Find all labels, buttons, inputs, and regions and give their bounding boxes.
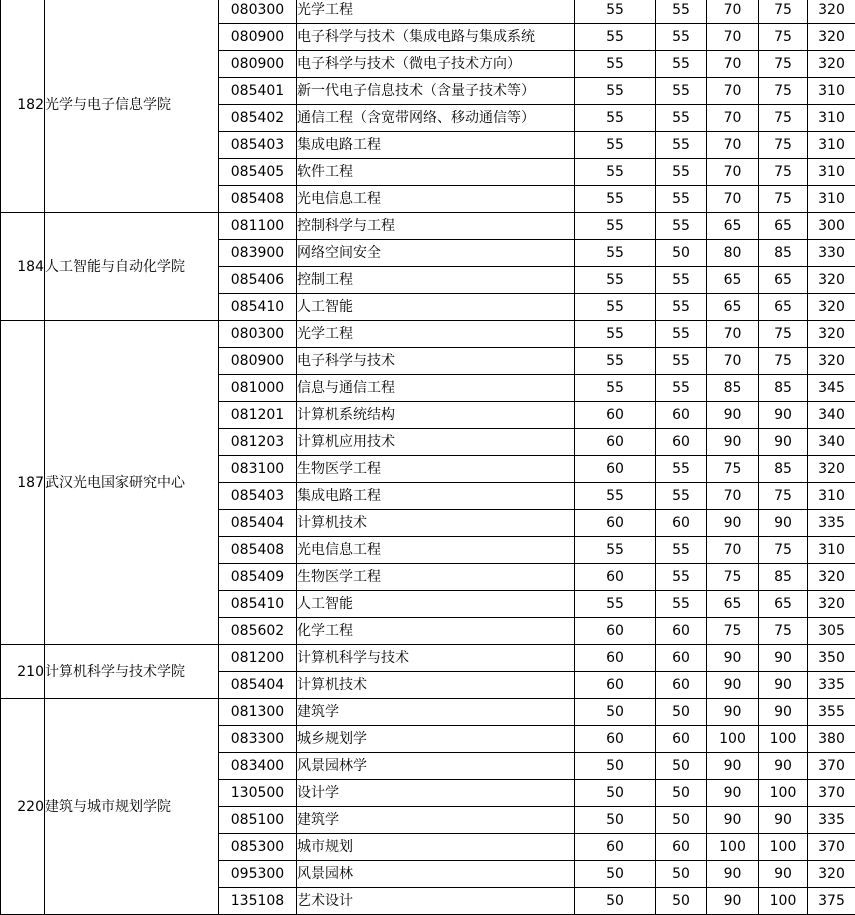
score-total-cell: 300 bbox=[808, 213, 855, 240]
score-politics-cell: 60 bbox=[575, 429, 656, 456]
major-name-cell: 人工智能 bbox=[297, 294, 575, 321]
score-subject-2-cell: 75 bbox=[759, 537, 808, 564]
major-code-cell: 085404 bbox=[219, 510, 297, 537]
major-code-cell: 085405 bbox=[219, 159, 297, 186]
score-total-cell: 370 bbox=[808, 834, 855, 861]
score-foreign-language-cell: 55 bbox=[656, 132, 707, 159]
score-subject-2-cell: 90 bbox=[759, 645, 808, 672]
score-foreign-language-cell: 60 bbox=[656, 834, 707, 861]
score-foreign-language-cell: 60 bbox=[656, 510, 707, 537]
score-politics-cell: 55 bbox=[575, 267, 656, 294]
score-foreign-language-cell: 60 bbox=[656, 402, 707, 429]
score-subject-2-cell: 85 bbox=[759, 375, 808, 402]
major-code-cell: 130500 bbox=[219, 780, 297, 807]
score-politics-cell: 55 bbox=[575, 105, 656, 132]
score-total-cell: 320 bbox=[808, 321, 855, 348]
major-name-cell: 电子科学与技术（微电子技术方向） bbox=[297, 51, 575, 78]
score-total-cell: 310 bbox=[808, 186, 855, 213]
score-subject-1-cell: 80 bbox=[707, 240, 759, 267]
score-subject-2-cell: 75 bbox=[759, 105, 808, 132]
score-foreign-language-cell: 50 bbox=[656, 753, 707, 780]
major-name-cell: 光学工程 bbox=[297, 0, 575, 24]
score-politics-cell: 55 bbox=[575, 132, 656, 159]
score-subject-2-cell: 100 bbox=[759, 780, 808, 807]
score-subject-1-cell: 70 bbox=[707, 321, 759, 348]
score-foreign-language-cell: 60 bbox=[656, 429, 707, 456]
score-subject-1-cell: 90 bbox=[707, 699, 759, 726]
score-subject-1-cell: 100 bbox=[707, 726, 759, 753]
score-politics-cell: 50 bbox=[575, 888, 656, 915]
table-body bbox=[1, 0, 855, 915]
major-code-cell: 085406 bbox=[219, 267, 297, 294]
score-subject-2-cell: 65 bbox=[759, 267, 808, 294]
major-name-cell: 光学工程 bbox=[297, 321, 575, 348]
score-total-cell: 370 bbox=[808, 780, 855, 807]
major-name-cell: 控制科学与工程 bbox=[297, 213, 575, 240]
school-code-cell: 182 bbox=[1, 0, 45, 213]
score-subject-2-cell: 100 bbox=[759, 888, 808, 915]
score-subject-1-cell: 75 bbox=[707, 456, 759, 483]
score-total-cell: 320 bbox=[808, 51, 855, 78]
major-code-cell: 085403 bbox=[219, 483, 297, 510]
score-foreign-language-cell: 55 bbox=[656, 321, 707, 348]
score-total-cell: 310 bbox=[808, 159, 855, 186]
score-subject-2-cell: 90 bbox=[759, 510, 808, 537]
score-subject-2-cell: 90 bbox=[759, 807, 808, 834]
score-total-cell: 320 bbox=[808, 456, 855, 483]
score-subject-2-cell: 90 bbox=[759, 861, 808, 888]
score-politics-cell: 60 bbox=[575, 672, 656, 699]
major-code-cell: 083100 bbox=[219, 456, 297, 483]
score-foreign-language-cell: 55 bbox=[656, 105, 707, 132]
score-politics-cell: 60 bbox=[575, 402, 656, 429]
major-code-cell: 085409 bbox=[219, 564, 297, 591]
score-subject-1-cell: 70 bbox=[707, 348, 759, 375]
score-politics-cell: 55 bbox=[575, 483, 656, 510]
major-code-cell: 085410 bbox=[219, 591, 297, 618]
major-code-cell: 083900 bbox=[219, 240, 297, 267]
score-subject-1-cell: 70 bbox=[707, 132, 759, 159]
major-name-cell: 集成电路工程 bbox=[297, 483, 575, 510]
score-politics-cell: 60 bbox=[575, 645, 656, 672]
score-foreign-language-cell: 55 bbox=[656, 456, 707, 483]
score-politics-cell: 55 bbox=[575, 78, 656, 105]
major-name-cell: 设计学 bbox=[297, 780, 575, 807]
score-foreign-language-cell: 50 bbox=[656, 780, 707, 807]
score-foreign-language-cell: 55 bbox=[656, 564, 707, 591]
score-subject-2-cell: 90 bbox=[759, 672, 808, 699]
score-subject-1-cell: 90 bbox=[707, 780, 759, 807]
major-name-cell: 计算机应用技术 bbox=[297, 429, 575, 456]
major-code-cell: 083300 bbox=[219, 726, 297, 753]
score-foreign-language-cell: 55 bbox=[656, 78, 707, 105]
major-name-cell: 艺术设计 bbox=[297, 888, 575, 915]
school-name-cell: 计算机科学与技术学院 bbox=[45, 645, 219, 699]
score-subject-2-cell: 75 bbox=[759, 348, 808, 375]
score-foreign-language-cell: 50 bbox=[656, 888, 707, 915]
score-foreign-language-cell: 55 bbox=[656, 51, 707, 78]
major-name-cell: 城乡规划学 bbox=[297, 726, 575, 753]
score-politics-cell: 50 bbox=[575, 699, 656, 726]
major-code-cell: 080300 bbox=[219, 0, 297, 24]
score-politics-cell: 55 bbox=[575, 537, 656, 564]
score-subject-1-cell: 90 bbox=[707, 402, 759, 429]
score-subject-2-cell: 75 bbox=[759, 483, 808, 510]
major-code-cell: 135108 bbox=[219, 888, 297, 915]
major-name-cell: 城市规划 bbox=[297, 834, 575, 861]
major-code-cell: 081100 bbox=[219, 213, 297, 240]
score-foreign-language-cell: 60 bbox=[656, 645, 707, 672]
score-subject-1-cell: 85 bbox=[707, 375, 759, 402]
score-total-cell: 320 bbox=[808, 24, 855, 51]
score-subject-2-cell: 65 bbox=[759, 294, 808, 321]
score-politics-cell: 60 bbox=[575, 726, 656, 753]
score-subject-1-cell: 70 bbox=[707, 51, 759, 78]
score-total-cell: 305 bbox=[808, 618, 855, 645]
score-subject-1-cell: 90 bbox=[707, 672, 759, 699]
major-code-cell: 081300 bbox=[219, 699, 297, 726]
score-total-cell: 320 bbox=[808, 348, 855, 375]
score-politics-cell: 55 bbox=[575, 348, 656, 375]
major-name-cell: 新一代电子信息技术（含量子技术等） bbox=[297, 78, 575, 105]
table-row bbox=[1, 645, 855, 672]
score-subject-2-cell: 75 bbox=[759, 159, 808, 186]
score-subject-1-cell: 90 bbox=[707, 753, 759, 780]
score-subject-1-cell: 65 bbox=[707, 294, 759, 321]
table-row bbox=[1, 321, 855, 348]
score-subject-1-cell: 90 bbox=[707, 510, 759, 537]
score-subject-2-cell: 85 bbox=[759, 240, 808, 267]
major-code-cell: 085402 bbox=[219, 105, 297, 132]
score-subject-1-cell: 65 bbox=[707, 267, 759, 294]
major-code-cell: 081000 bbox=[219, 375, 297, 402]
score-total-cell: 340 bbox=[808, 402, 855, 429]
school-name-cell: 人工智能与自动化学院 bbox=[45, 213, 219, 321]
score-politics-cell: 50 bbox=[575, 780, 656, 807]
score-foreign-language-cell: 55 bbox=[656, 375, 707, 402]
school-name-cell: 建筑与城市规划学院 bbox=[45, 699, 219, 915]
score-subject-2-cell: 75 bbox=[759, 51, 808, 78]
score-subject-1-cell: 70 bbox=[707, 0, 759, 24]
score-foreign-language-cell: 50 bbox=[656, 861, 707, 888]
score-subject-2-cell: 90 bbox=[759, 402, 808, 429]
major-code-cell: 081201 bbox=[219, 402, 297, 429]
score-subject-2-cell: 100 bbox=[759, 834, 808, 861]
score-foreign-language-cell: 50 bbox=[656, 807, 707, 834]
score-foreign-language-cell: 60 bbox=[656, 618, 707, 645]
score-subject-1-cell: 90 bbox=[707, 429, 759, 456]
score-politics-cell: 60 bbox=[575, 834, 656, 861]
score-total-cell: 320 bbox=[808, 861, 855, 888]
score-total-cell: 310 bbox=[808, 105, 855, 132]
major-code-cell: 083400 bbox=[219, 753, 297, 780]
major-code-cell: 081200 bbox=[219, 645, 297, 672]
score-total-cell: 335 bbox=[808, 807, 855, 834]
score-foreign-language-cell: 55 bbox=[656, 0, 707, 24]
score-total-cell: 335 bbox=[808, 672, 855, 699]
score-subject-2-cell: 65 bbox=[759, 591, 808, 618]
score-subject-1-cell: 90 bbox=[707, 888, 759, 915]
major-name-cell: 生物医学工程 bbox=[297, 456, 575, 483]
score-subject-1-cell: 90 bbox=[707, 807, 759, 834]
major-code-cell: 085404 bbox=[219, 672, 297, 699]
table-row bbox=[1, 0, 855, 24]
major-code-cell: 080900 bbox=[219, 348, 297, 375]
score-foreign-language-cell: 50 bbox=[656, 699, 707, 726]
score-subject-2-cell: 75 bbox=[759, 78, 808, 105]
score-subject-1-cell: 70 bbox=[707, 537, 759, 564]
score-foreign-language-cell: 60 bbox=[656, 726, 707, 753]
score-politics-cell: 55 bbox=[575, 159, 656, 186]
major-code-cell: 081203 bbox=[219, 429, 297, 456]
score-total-cell: 345 bbox=[808, 375, 855, 402]
school-code-cell: 210 bbox=[1, 645, 45, 699]
score-foreign-language-cell: 55 bbox=[656, 483, 707, 510]
major-code-cell: 085300 bbox=[219, 834, 297, 861]
score-politics-cell: 55 bbox=[575, 375, 656, 402]
score-total-cell: 340 bbox=[808, 429, 855, 456]
major-name-cell: 人工智能 bbox=[297, 591, 575, 618]
score-politics-cell: 50 bbox=[575, 807, 656, 834]
score-subject-2-cell: 75 bbox=[759, 132, 808, 159]
score-politics-cell: 55 bbox=[575, 213, 656, 240]
school-code-cell: 184 bbox=[1, 213, 45, 321]
major-name-cell: 生物医学工程 bbox=[297, 564, 575, 591]
major-name-cell: 光电信息工程 bbox=[297, 186, 575, 213]
score-subject-2-cell: 85 bbox=[759, 456, 808, 483]
score-subject-2-cell: 90 bbox=[759, 429, 808, 456]
major-name-cell: 通信工程（含宽带网络、移动通信等） bbox=[297, 105, 575, 132]
major-name-cell: 建筑学 bbox=[297, 807, 575, 834]
major-code-cell: 085408 bbox=[219, 186, 297, 213]
score-politics-cell: 55 bbox=[575, 591, 656, 618]
score-politics-cell: 55 bbox=[575, 321, 656, 348]
score-total-cell: 310 bbox=[808, 78, 855, 105]
score-subject-2-cell: 90 bbox=[759, 753, 808, 780]
score-foreign-language-cell: 55 bbox=[656, 294, 707, 321]
score-subject-2-cell: 75 bbox=[759, 321, 808, 348]
score-total-cell: 350 bbox=[808, 645, 855, 672]
major-code-cell: 085410 bbox=[219, 294, 297, 321]
score-politics-cell: 60 bbox=[575, 618, 656, 645]
major-name-cell: 信息与通信工程 bbox=[297, 375, 575, 402]
score-politics-cell: 50 bbox=[575, 753, 656, 780]
score-politics-cell: 50 bbox=[575, 861, 656, 888]
major-name-cell: 风景园林学 bbox=[297, 753, 575, 780]
score-subject-1-cell: 75 bbox=[707, 564, 759, 591]
school-code-cell: 220 bbox=[1, 699, 45, 915]
score-politics-cell: 55 bbox=[575, 0, 656, 24]
major-code-cell: 080300 bbox=[219, 321, 297, 348]
score-politics-cell: 55 bbox=[575, 294, 656, 321]
score-subject-2-cell: 75 bbox=[759, 186, 808, 213]
major-code-cell: 085408 bbox=[219, 537, 297, 564]
score-subject-2-cell: 75 bbox=[759, 24, 808, 51]
score-total-cell: 310 bbox=[808, 537, 855, 564]
score-foreign-language-cell: 50 bbox=[656, 240, 707, 267]
score-foreign-language-cell: 55 bbox=[656, 186, 707, 213]
major-code-cell: 095300 bbox=[219, 861, 297, 888]
score-subject-2-cell: 75 bbox=[759, 618, 808, 645]
score-subject-1-cell: 65 bbox=[707, 591, 759, 618]
score-total-cell: 335 bbox=[808, 510, 855, 537]
score-subject-1-cell: 75 bbox=[707, 618, 759, 645]
score-subject-2-cell: 65 bbox=[759, 213, 808, 240]
score-politics-cell: 60 bbox=[575, 456, 656, 483]
major-name-cell: 光电信息工程 bbox=[297, 537, 575, 564]
score-subject-2-cell: 90 bbox=[759, 699, 808, 726]
score-total-cell: 375 bbox=[808, 888, 855, 915]
score-politics-cell: 55 bbox=[575, 186, 656, 213]
score-foreign-language-cell: 55 bbox=[656, 24, 707, 51]
score-politics-cell: 55 bbox=[575, 24, 656, 51]
score-foreign-language-cell: 55 bbox=[656, 591, 707, 618]
table-row bbox=[1, 699, 855, 726]
score-subject-1-cell: 70 bbox=[707, 24, 759, 51]
score-subject-1-cell: 70 bbox=[707, 159, 759, 186]
score-foreign-language-cell: 60 bbox=[656, 672, 707, 699]
major-name-cell: 软件工程 bbox=[297, 159, 575, 186]
major-name-cell: 电子科学与技术（集成电路与集成系统 bbox=[297, 24, 575, 51]
table-row bbox=[1, 213, 855, 240]
school-name-cell: 武汉光电国家研究中心 bbox=[45, 321, 219, 645]
score-total-cell: 320 bbox=[808, 591, 855, 618]
major-code-cell: 085403 bbox=[219, 132, 297, 159]
major-code-cell: 085602 bbox=[219, 618, 297, 645]
score-politics-cell: 55 bbox=[575, 240, 656, 267]
score-subject-1-cell: 70 bbox=[707, 78, 759, 105]
score-foreign-language-cell: 55 bbox=[656, 537, 707, 564]
major-code-cell: 085100 bbox=[219, 807, 297, 834]
score-foreign-language-cell: 55 bbox=[656, 267, 707, 294]
score-foreign-language-cell: 55 bbox=[656, 213, 707, 240]
score-subject-1-cell: 90 bbox=[707, 645, 759, 672]
score-total-cell: 355 bbox=[808, 699, 855, 726]
score-total-cell: 320 bbox=[808, 0, 855, 24]
score-total-cell: 330 bbox=[808, 240, 855, 267]
score-total-cell: 310 bbox=[808, 132, 855, 159]
score-subject-1-cell: 70 bbox=[707, 186, 759, 213]
school-name-cell: 光学与电子信息学院 bbox=[45, 0, 219, 213]
score-total-cell: 320 bbox=[808, 294, 855, 321]
score-politics-cell: 60 bbox=[575, 564, 656, 591]
score-foreign-language-cell: 55 bbox=[656, 159, 707, 186]
major-name-cell: 电子科学与技术 bbox=[297, 348, 575, 375]
major-name-cell: 化学工程 bbox=[297, 618, 575, 645]
major-name-cell: 控制工程 bbox=[297, 267, 575, 294]
major-name-cell: 风景园林 bbox=[297, 861, 575, 888]
score-politics-cell: 60 bbox=[575, 510, 656, 537]
score-subject-1-cell: 65 bbox=[707, 213, 759, 240]
score-total-cell: 320 bbox=[808, 267, 855, 294]
score-total-cell: 320 bbox=[808, 564, 855, 591]
major-name-cell: 计算机系统结构 bbox=[297, 402, 575, 429]
score-subject-1-cell: 70 bbox=[707, 105, 759, 132]
score-subject-1-cell: 90 bbox=[707, 861, 759, 888]
score-politics-cell: 55 bbox=[575, 51, 656, 78]
major-code-cell: 080900 bbox=[219, 51, 297, 78]
score-subject-1-cell: 70 bbox=[707, 483, 759, 510]
major-code-cell: 080900 bbox=[219, 24, 297, 51]
major-name-cell: 网络空间安全 bbox=[297, 240, 575, 267]
score-subject-2-cell: 75 bbox=[759, 0, 808, 24]
score-total-cell: 310 bbox=[808, 483, 855, 510]
score-total-cell: 380 bbox=[808, 726, 855, 753]
major-code-cell: 085401 bbox=[219, 78, 297, 105]
major-name-cell: 计算机科学与技术 bbox=[297, 645, 575, 672]
major-name-cell: 计算机技术 bbox=[297, 672, 575, 699]
major-name-cell: 计算机技术 bbox=[297, 510, 575, 537]
score-foreign-language-cell: 55 bbox=[656, 348, 707, 375]
score-subject-2-cell: 100 bbox=[759, 726, 808, 753]
major-name-cell: 建筑学 bbox=[297, 699, 575, 726]
score-total-cell: 370 bbox=[808, 753, 855, 780]
score-subject-1-cell: 100 bbox=[707, 834, 759, 861]
score-subject-2-cell: 85 bbox=[759, 564, 808, 591]
school-code-cell: 187 bbox=[1, 321, 45, 645]
major-name-cell: 集成电路工程 bbox=[297, 132, 575, 159]
